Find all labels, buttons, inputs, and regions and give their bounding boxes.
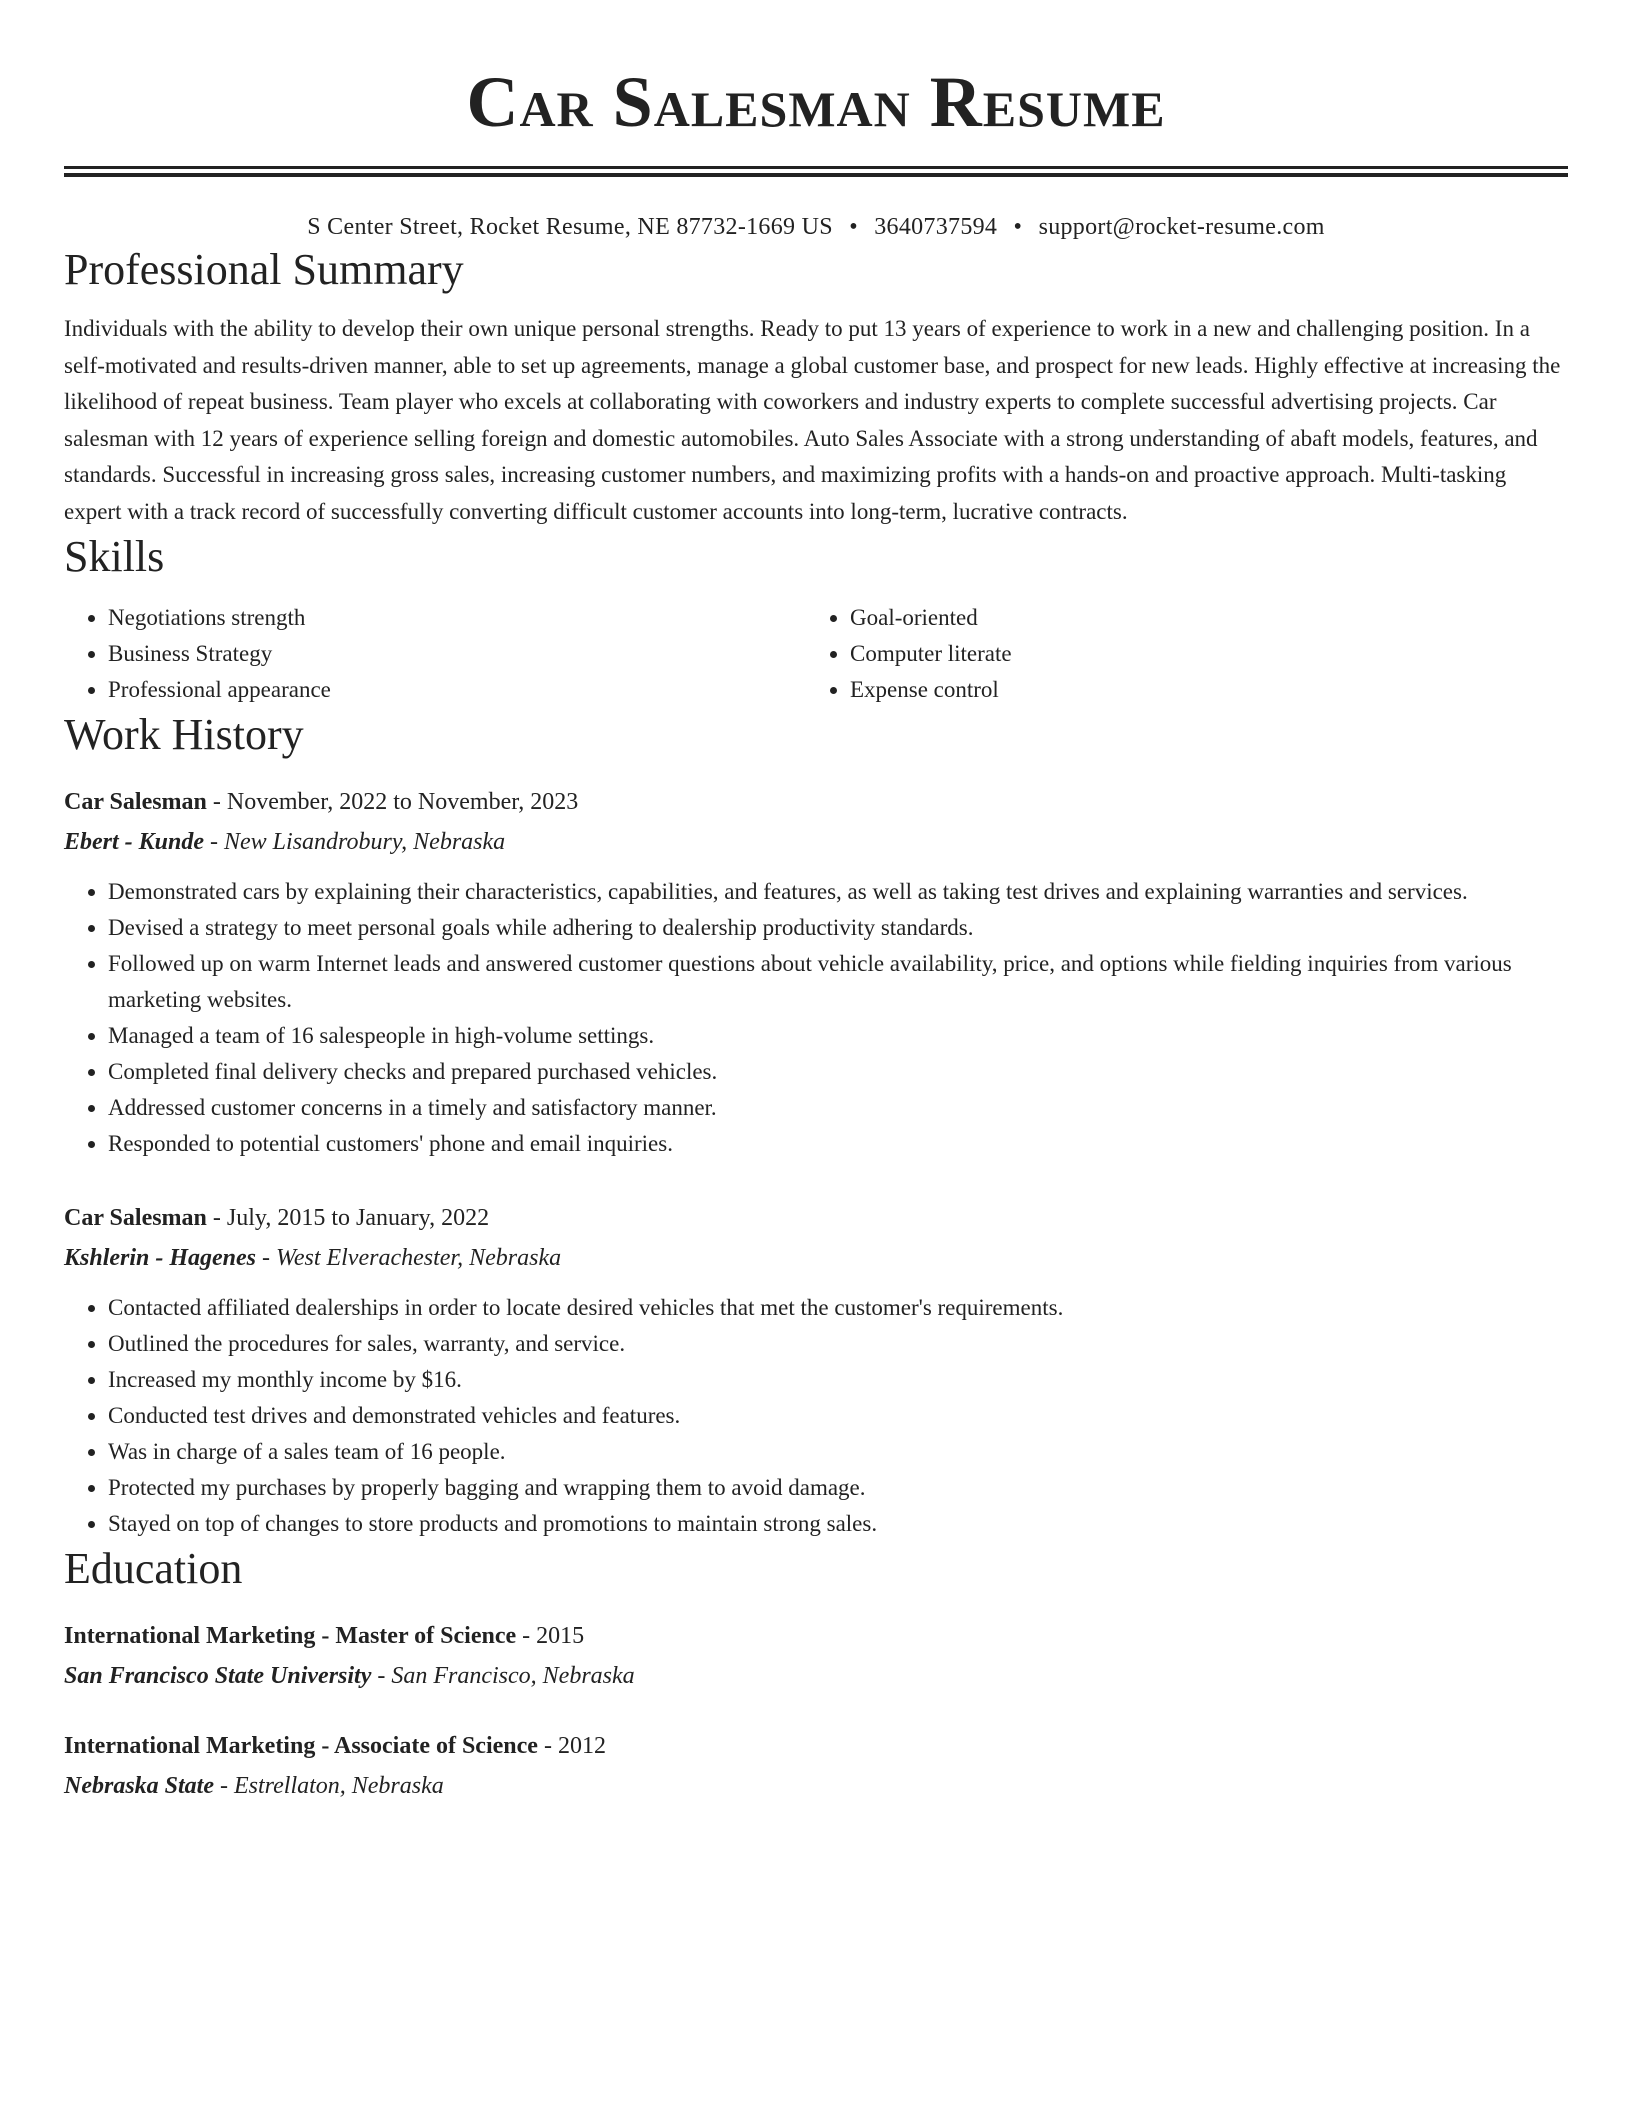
job-bullets: [64, 874, 1568, 1162]
list-item: • Managed a team of 16 salespeople in high-volume settings.: [108, 1018, 1568, 1054]
degree-year: 2015: [536, 1623, 585, 1649]
education-heading: Education: [64, 1544, 243, 1593]
job-entry: [64, 1198, 1568, 1542]
bullet-separator: •: [849, 214, 858, 240]
job-dates: July, 2015 to January, 2022: [226, 1205, 490, 1231]
company-name: Kshlerin - Hagenes: [64, 1245, 257, 1271]
title-divider: [64, 166, 1568, 177]
school-line: San Francisco State University - San Francisco, Nebraska: [64, 1663, 635, 1689]
company-location: West Elverachester, Nebraska: [276, 1245, 562, 1271]
company-line: Kshlerin - Hagenes - West Elverachester, Nebraska: [64, 1245, 562, 1271]
skill-item: • Expense control: [850, 672, 1566, 708]
degree-line: International Marketing - Master of Science - 2015: [64, 1623, 585, 1649]
job-bullets: [64, 1290, 1568, 1542]
job-title: Car Salesman: [64, 1205, 207, 1231]
bullet-separator: •: [1013, 214, 1023, 240]
list-item: • Outlined the procedures for sales, warranty, and service.: [108, 1326, 1568, 1362]
list-item: • Protected my purchases by properly bagging and wrapping them to avoid damage.: [108, 1470, 1568, 1506]
list-item: • Stayed on top of changes to store products and promotions to maintain strong sales.: [108, 1506, 1568, 1542]
skill-item: • Business Strategy: [108, 636, 806, 672]
list-item: • Devised a strategy to meet personal goals while adhering to dealership productivity standards.: [108, 910, 1568, 946]
contact-phone: 3640737594: [874, 214, 998, 240]
list-item: • Followed up on warm Internet leads and answered customer questions about vehicle availability, price, and options while fielding inquiries from various marketing websites.: [108, 946, 1568, 1018]
list-item: • Responded to potential customers' phone and email inquiries.: [108, 1126, 1568, 1162]
list-item: • Contacted affiliated dealerships in order to locate desired vehicles that met the customer's requirements.: [108, 1290, 1568, 1326]
degree-year: 2012: [557, 1733, 606, 1759]
contact-email: support@rocket-resume.com: [1038, 214, 1325, 240]
education-entry: [64, 1726, 1568, 1806]
degree-line: International Marketing - Associate of Science - 2012: [64, 1733, 606, 1759]
education-entry: [64, 1616, 1568, 1696]
company-location: New Lisandrobury, Nebraska: [224, 829, 506, 855]
list-item: • Addressed customer concerns in a timely and satisfactory manner.: [108, 1090, 1568, 1126]
company-line: Ebert - Kunde - New Lisandrobury, Nebraska: [64, 829, 506, 855]
summary-heading: Professional Summary: [64, 245, 464, 294]
skill-item: • Professional appearance: [108, 672, 806, 708]
skills-column-right: [806, 600, 1566, 708]
list-item: • Conducted test drives and demonstrated vehicles and features.: [108, 1398, 1568, 1434]
contact-line: [64, 211, 1568, 243]
degree-name: International Marketing - Master of Science: [64, 1623, 517, 1649]
school-line: Nebraska State - Estrellaton, Nebraska: [64, 1773, 444, 1799]
list-item: • Was in charge of a sales team of 16 people.: [108, 1434, 1568, 1470]
resume-title: Car Salesman Resume: [466, 62, 1166, 142]
skill-item: • Goal-oriented: [850, 600, 1566, 636]
school-name: San Francisco State University: [64, 1663, 372, 1689]
skills-heading: Skills: [64, 532, 165, 581]
summary-text: Individuals with the ability to develop their own unique personal strengths. Ready to put 13 years of experience to work in a new and challenging position. In a self-motivated and results-driven manner, able to set up agreements, manage a global customer base, and prospect for new leads. Highly effective at increasing the likelihood of repeat business. Team player who excels at collaborating with coworkers and industry experts to complete successful advertising projects. Car salesman with 12 years of experience selling foreign and domestic automobiles. Auto Sales Associate with a strong understanding of abaft models, features, and standards. Successful in increasing gross sales, increasing customer numbers, and maximizing profits with a hands-on and proactive approach. Multi-tasking expert with a track record of successfully converting difficult customer accounts into long-term, lucrative contracts.: [64, 316, 1561, 524]
skill-item: • Negotiations strength: [108, 600, 806, 636]
list-item: • Increased my monthly income by $16.: [108, 1362, 1568, 1398]
degree-name: International Marketing - Associate of Science: [64, 1733, 538, 1759]
skills-column-left: [64, 600, 806, 708]
contact-address: S Center Street, Rocket Resume, NE 87732-1669 US: [307, 214, 833, 240]
job-title: Car Salesman: [64, 789, 207, 815]
school-location: Estrellaton, Nebraska: [234, 1773, 444, 1799]
job-dates: November, 2022 to November, 2023: [226, 789, 579, 815]
skill-item: • Computer literate: [850, 636, 1566, 672]
job-title-line: Car Salesman - November, 2022 to November, 2023: [64, 789, 579, 815]
work-history-heading: Work History: [64, 710, 304, 759]
job-title-line: Car Salesman - July, 2015 to January, 2022: [64, 1205, 490, 1231]
school-name: Nebraska State: [64, 1773, 214, 1799]
job-entry: [64, 782, 1568, 1162]
skills-list: [64, 600, 1568, 708]
company-name: Ebert - Kunde: [64, 829, 205, 855]
list-item: • Completed final delivery checks and prepared purchased vehicles.: [108, 1054, 1568, 1090]
list-item: • Demonstrated cars by explaining their characteristics, capabilities, and features, as well as taking test drives and explaining warranties and services.: [108, 874, 1568, 910]
school-location: San Francisco, Nebraska: [391, 1663, 635, 1689]
